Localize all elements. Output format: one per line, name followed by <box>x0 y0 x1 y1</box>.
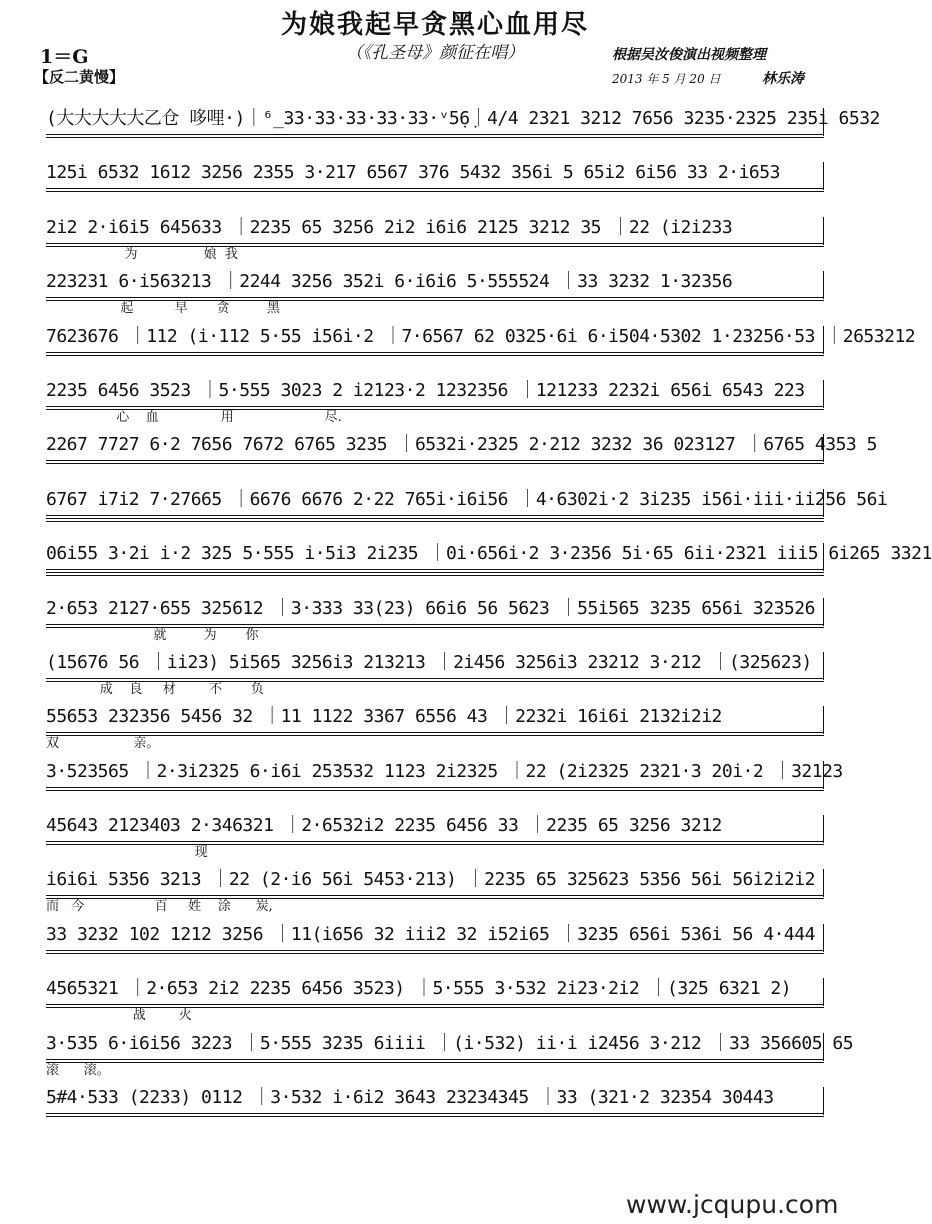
barline <box>823 924 824 952</box>
system-lyrics: 心 血 用 尽. <box>46 409 342 425</box>
system-10 <box>46 590 824 644</box>
system-5 <box>46 318 916 372</box>
barline <box>823 326 824 354</box>
barline <box>823 598 824 626</box>
system-lyrics <box>46 138 824 154</box>
barline <box>823 1087 824 1115</box>
site-watermark: www.jcqupu.com <box>626 1190 839 1219</box>
barline <box>823 706 824 734</box>
source-note: 根据吴汝俊演出视频整理 <box>612 47 766 63</box>
system-notes: 2267 7727 6·2 7656 7672 6765 3235 ｜6532i·2325 2·212 3232 36 023127 ｜6765 4353 5 <box>46 434 877 456</box>
barline <box>823 815 824 843</box>
system-11 <box>46 644 824 698</box>
system-lyrics: 为 娘 我 <box>46 246 238 262</box>
system-lyrics <box>46 1117 824 1133</box>
system-notes: 223231 6·i563213 ｜2244 3256 352i 6·i6i6 5·555524 ｜33 3232 1·32356 <box>46 271 733 293</box>
system-notes: 3·535 6·i6i56 3223 ｜5·555 3235 6iiii ｜(i·532) ii·i i2456 3·212 ｜33 356605 65 <box>46 1032 854 1054</box>
system-3 <box>46 209 824 263</box>
system-notes: 5#4·533 (2233) 0112 ｜3·532 i·6i2 3643 23234345 ｜33 (321·2 32354 30443 <box>46 1087 774 1109</box>
system-16 <box>46 916 824 970</box>
system-lyrics <box>46 791 824 807</box>
system-notes: 2·653 2127·655 325612 ｜3·333 33(23) 66i6 56 5623 ｜55i565 3235 656i 323526 <box>46 597 815 619</box>
barline <box>823 869 824 897</box>
system-notes: 33 3232 102 1212 3256 ｜11(i656 32 iii2 32 i52i65 ｜3235 656i 536i 56 4·444 <box>46 923 815 945</box>
system-18 <box>46 1025 854 1079</box>
system-13 <box>46 753 843 807</box>
system-9 <box>46 535 932 589</box>
system-notes: 45643 2123403 2·346321 ｜2·6532i2 2235 6456 33 ｜2235 65 3256 3212 <box>46 815 722 837</box>
system-lyrics: 成 良 材 不 负 <box>46 681 264 697</box>
barline <box>823 434 824 462</box>
system-1 <box>46 100 880 154</box>
barline <box>823 489 824 517</box>
system-notes: 2235 6456 3523 ｜5·555 3023 2 i2123·2 1232356 ｜121233 2232i 656i 6543 223 <box>46 379 805 401</box>
barline <box>823 543 824 571</box>
barline <box>823 761 824 789</box>
system-notes: i6i6i 5356 3213 ｜22 (2·i6 56i 5453·213) ｜2235 65 325623 5356 56i 56i2i2i2 <box>46 869 815 891</box>
system-lyrics: 战 火 <box>46 1008 192 1024</box>
system-notes: 4565321 ｜2·653 2i2 2235 6456 3523) ｜5·555 3·532 2i23·2i2 ｜(325 6321 2) <box>46 978 792 1000</box>
score-subtitle: （《孔圣母》颜征在唱） <box>345 43 525 63</box>
system-notes: (15676 56 ｜ii23) 5i565 3256i3 213213 ｜2i456 3256i3 23212 3·212 ｜(325623) <box>46 651 812 673</box>
system-lyrics: 现 <box>46 845 208 861</box>
system-4 <box>46 263 824 317</box>
system-8 <box>46 481 888 535</box>
system-19 <box>46 1079 824 1133</box>
barline <box>823 1033 824 1061</box>
system-lyrics <box>46 573 824 589</box>
system-12 <box>46 698 824 752</box>
key-signature: 1＝G <box>40 46 89 68</box>
system-notes: 2i2 2·i6i5 645633 ｜2235 65 3256 2i2 i6i6 2125 3212 35 ｜22 (i2i233 <box>46 216 733 238</box>
system-7 <box>46 426 877 480</box>
system-notes: 6767 i7i2 7·27665 ｜6676 6676 2·22 765i·i6i56 ｜4·6302i·2 3i235 i56i·iii·ii256 56i <box>46 488 888 510</box>
system-lyrics: 而 今 百 姓 涂 炭, <box>46 899 273 915</box>
system-lyrics <box>46 356 824 372</box>
system-notes: 125i 6532 1612 3256 2355 3·217 6567 376 5432 356i 5 65i2 6i56 33 2·i653 <box>46 162 780 184</box>
score-title: 为娘我起早贪黑心血用尽 <box>280 10 589 40</box>
system-lyrics: 双 亲。 <box>46 736 160 752</box>
system-lyrics <box>46 192 824 208</box>
barline <box>823 380 824 408</box>
system-notes: 55653 232356 5456 32 ｜11 1122 3367 6556 43 ｜2232i 16i6i 2132i2i2 <box>46 706 722 728</box>
barline <box>823 978 824 1006</box>
system-6 <box>46 372 824 426</box>
system-17 <box>46 970 824 1024</box>
system-lyrics: 滚 滚。 <box>46 1062 110 1078</box>
system-lyrics: 起 早 贪 黑 <box>46 301 280 317</box>
barline <box>823 652 824 680</box>
system-lyrics: 就 为 你 <box>46 627 259 643</box>
barline <box>823 162 824 190</box>
author-name: 林乐涛 <box>762 71 804 87</box>
system-2 <box>46 154 824 208</box>
barline <box>823 108 824 136</box>
system-notes: (大大大大大乙仓 哆哩·)｜⁶̲33·33·33·33·33·ᵛ5̣6̣｜4/4 2321 3212 7656 3235·2325 235i 6532 <box>46 108 880 129</box>
barline <box>823 271 824 299</box>
system-notes: 3·523565 ｜2·3i2325 6·i6i 253532 1123 2i2325 ｜22 (2i2325 2321·3 20i·2 ｜32123 <box>46 760 843 782</box>
system-lyrics <box>46 954 824 970</box>
system-14 <box>46 807 824 861</box>
barline <box>823 217 824 245</box>
system-notes: 7623676 ｜112 (i·112 5·55 i56i·2 ｜7·6567 62 0325·6i 6·i504·5302 1·23256·53 ｜2653212 <box>46 325 916 347</box>
date-note: 2013 年 5 月 20 日 <box>612 72 721 86</box>
mode-label: 【反二黄慢】 <box>34 68 125 86</box>
system-lyrics <box>46 519 824 535</box>
system-15 <box>46 861 824 915</box>
system-lyrics <box>46 464 824 480</box>
system-notes: 06i55 3·2i i·2 325 5·555 i·5i3 2i235 ｜0i·656i·2 3·2356 5i·65 6ii·2321 iii5 6i265 3321 <box>46 543 932 565</box>
score-systems <box>46 100 932 1133</box>
